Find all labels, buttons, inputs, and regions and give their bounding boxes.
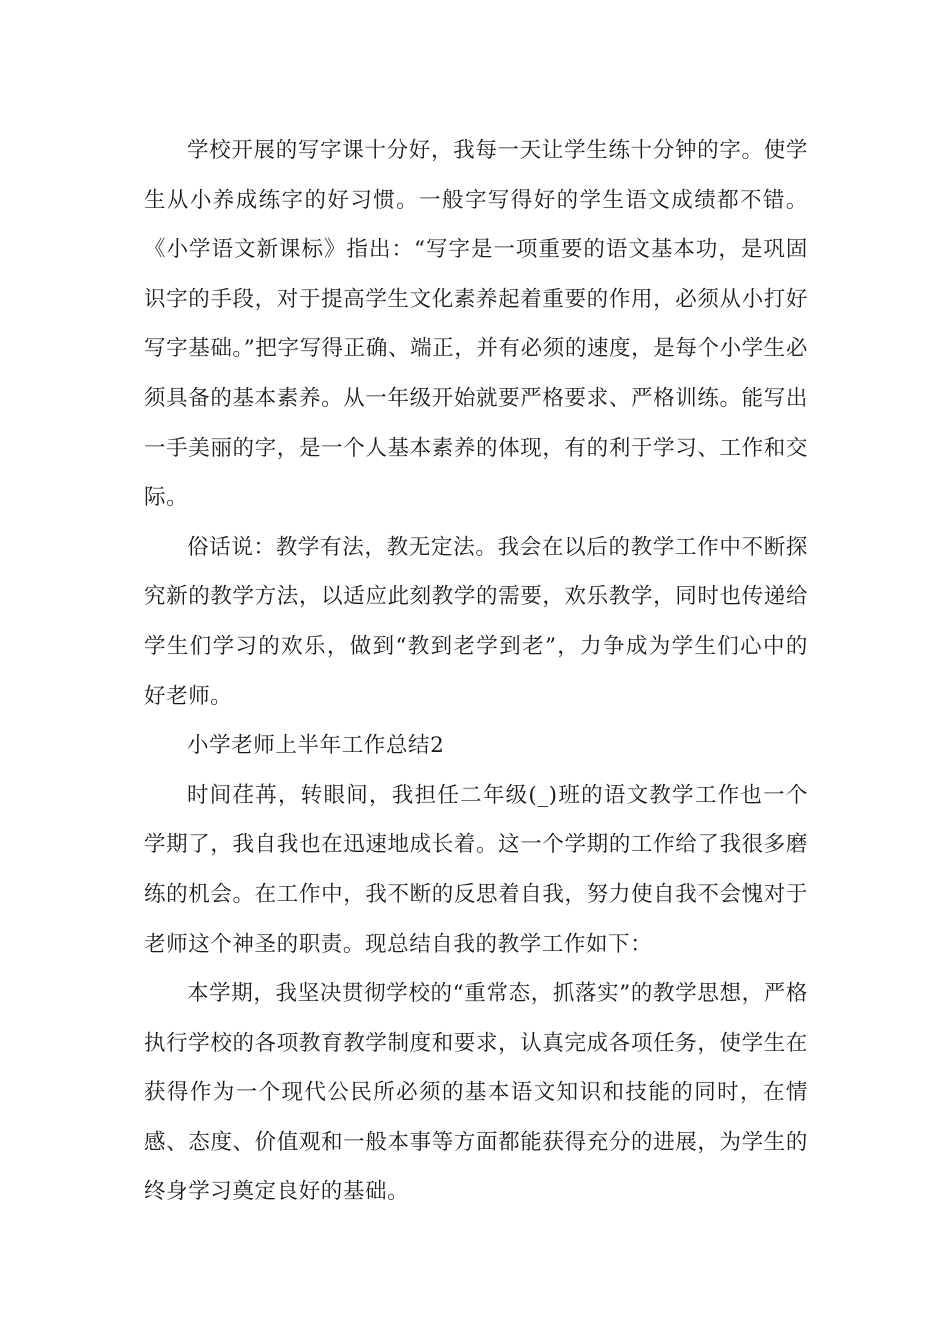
paragraph-semester-intro: 时间荏苒，转眼间，我担任二年级(_)班的语文教学工作也一个学期了，我自我也在迅速地成长着。这一个学期的工作给了我很多磨练的机会。在工作中，我不断的反思着自我，努力使自我不会愧对于老师这个神圣的职责。现总结自我的教学工作如下：	[144, 782, 808, 957]
paragraph-teaching-thought: 本学期，我坚决贯彻学校的“重常态，抓落实”的教学思想，严格执行学校的各项教育教学制度和要求，认真完成各项任务，使学生在获得作为一个现代公民所必须的基本语文知识和技能的同时，在情感、态度、价值观和一般本事等方面都能获得充分的进展，为学生的终身学习奠定良好的基础。	[144, 981, 808, 1205]
paragraph-teaching-methods: 俗话说：教学有法，教无定法。我会在以后的教学工作中不断探究新的教学方法，以适应此刻教学的需要，欢乐教学，同时也传递给学生们学习的欢乐，做到“教到老学到老”，力争成为学生们心中的好老师。	[144, 534, 808, 709]
paragraph-handwriting: 学校开展的写字课十分好，我每一天让学生练十分钟的字。使学生从小养成练字的好习惯。一般字写得好的学生语文成绩都不错。《小学语文新课标》指出：“写字是一项重要的语文基本功，是巩固识字的手段，对于提高学生文化素养起着重要的作用，必须从小打好写字基础。”把字写得正确、端正，并有必须的速度，是每个小学生必须具备的基本素养。从一年级开始就要严格要求、严格训练。能写出一手美丽的字，是一个人基本素养的体现，有的利于学习、工作和交际。	[144, 138, 808, 511]
section-heading: 小学老师上半年工作总结2	[187, 733, 445, 759]
document-body	[144, 126, 808, 1217]
